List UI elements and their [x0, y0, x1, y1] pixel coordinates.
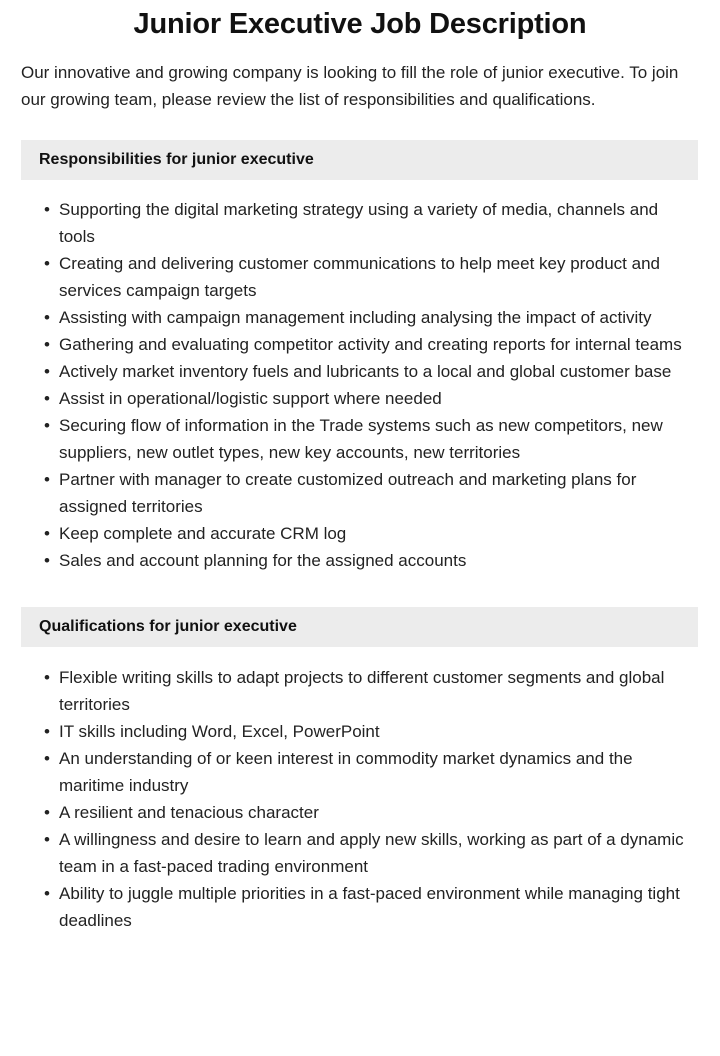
bullet-icon: •	[44, 470, 50, 489]
list-item	[0, 826, 720, 880]
list-item-text: Gathering and evaluating competitor activity and creating reports for internal teams	[59, 335, 682, 354]
responsibilities-section	[0, 113, 720, 574]
list-item-text: A willingness and desire to learn and apply new skills, working as part of a dynamic team in a fast-paced trading environment	[59, 830, 684, 876]
list-item	[0, 331, 720, 358]
bullet-icon: •	[44, 749, 50, 768]
qualifications-section	[0, 574, 720, 934]
list-item-text: Flexible writing skills to adapt projects to different customer segments and global territories	[59, 668, 665, 714]
list-item	[0, 304, 720, 331]
responsibilities-heading-text: Responsibilities for junior executive	[39, 151, 314, 168]
list-item-text: Actively market inventory fuels and lubricants to a local and global customer base	[59, 362, 672, 381]
responsibilities-list	[0, 180, 720, 574]
list-item	[0, 466, 720, 520]
bullet-icon: •	[44, 335, 50, 354]
list-item	[0, 520, 720, 547]
bullet-icon: •	[44, 416, 50, 435]
bullet-icon: •	[44, 803, 50, 822]
list-item-text: A resilient and tenacious character	[59, 803, 319, 822]
list-item	[0, 664, 720, 718]
list-item	[0, 358, 720, 385]
list-item-text: Partner with manager to create customized outreach and marketing plans for assigned territories	[59, 470, 637, 516]
list-item-text: Assisting with campaign management including analysing the impact of activity	[59, 308, 652, 327]
qualifications-list	[0, 647, 720, 934]
bullet-icon: •	[44, 884, 50, 903]
bullet-icon: •	[44, 200, 50, 219]
list-item	[0, 250, 720, 304]
list-item-text: Creating and delivering customer communications to help meet key product and services campaign targets	[59, 254, 660, 300]
bullet-icon: •	[44, 830, 50, 849]
bullet-icon: •	[44, 389, 50, 408]
list-item-text: Assist in operational/logistic support where needed	[59, 389, 442, 408]
page-title: Junior Executive Job Description	[133, 8, 587, 40]
list-item	[0, 718, 720, 745]
list-item-text: An understanding of or keen interest in commodity market dynamics and the maritime industry	[59, 749, 633, 795]
bullet-icon: •	[44, 308, 50, 327]
bullet-icon: •	[44, 524, 50, 543]
qualifications-heading-band	[21, 607, 698, 647]
list-item	[0, 745, 720, 799]
bullet-icon: •	[44, 362, 50, 381]
responsibilities-heading-band	[21, 140, 698, 180]
list-item-text: Securing flow of information in the Trade systems such as new competitors, new suppliers, new outlet types, new key accounts, new territories	[59, 416, 663, 462]
list-item	[0, 799, 720, 826]
bullet-icon: •	[44, 668, 50, 687]
list-item	[0, 385, 720, 412]
list-item-text: Sales and account planning for the assigned accounts	[59, 551, 467, 570]
list-item-text: Supporting the digital marketing strategy using a variety of media, channels and tools	[59, 200, 659, 246]
intro-paragraph: Our innovative and growing company is looking to fill the role of junior executive. To join our growing team, please review the list of responsibilities and qualifications.	[21, 63, 679, 109]
bullet-icon: •	[44, 722, 50, 741]
qualifications-heading-text: Qualifications for junior executive	[39, 618, 297, 635]
list-item-text: Ability to juggle multiple priorities in a fast-paced environment while managing tight deadlines	[59, 884, 680, 930]
list-item-text: IT skills including Word, Excel, PowerPoint	[59, 722, 380, 741]
list-item	[0, 196, 720, 250]
list-item	[0, 880, 720, 934]
list-item-text: Keep complete and accurate CRM log	[59, 524, 347, 543]
bullet-icon: •	[44, 254, 50, 273]
bullet-icon: •	[44, 551, 50, 570]
list-item	[0, 412, 720, 466]
list-item	[0, 547, 720, 574]
